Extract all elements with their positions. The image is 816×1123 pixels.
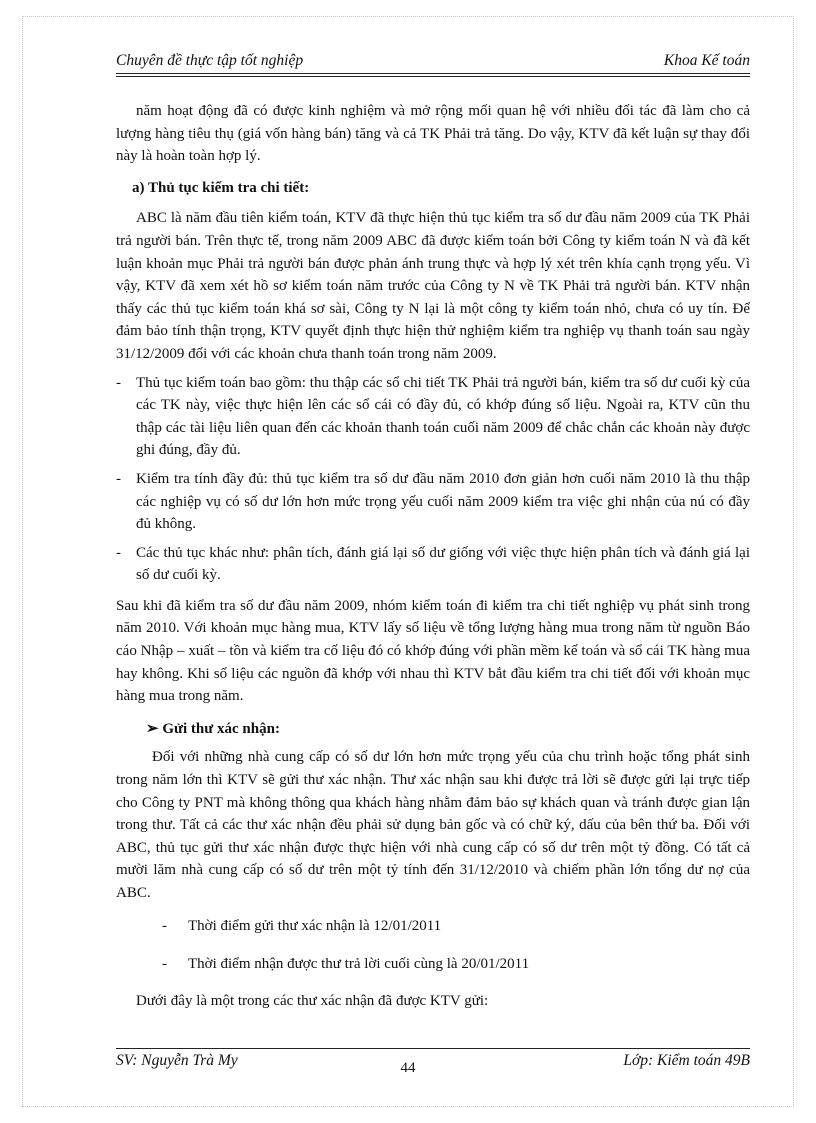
list-item-text: Các thủ tục khác như: phân tích, đánh giá lại số dư giống với việc thực hiện phân tích và đánh giá lại số dư cuối kỳ. (136, 544, 750, 584)
dash-bullet: - (116, 470, 121, 487)
footer-class: Lớp: Kiểm toán 49B (623, 1052, 750, 1069)
paragraph-intro: năm hoạt động đã có được kinh nghiệm và mở rộng mối quan hệ với nhiều đối tác đã làm cho cả lượng hàng tiêu thụ (giá vốn hàng bán) tăng và cả TK Phải trả tăng. Do vậy, KTV đã kết luận sự thay đổi này là hoàn toàn hợp lý. (116, 103, 750, 165)
dash-bullet: - (116, 374, 121, 391)
dash-bullet: - (162, 917, 167, 934)
section-heading-a: a) Thủ tục kiểm tra chi tiết: (132, 179, 310, 196)
page-header (116, 48, 750, 70)
footer-rule (116, 1048, 750, 1049)
list-item (162, 953, 750, 976)
header-left: Chuyên đề thực tập tốt nghiệp (116, 52, 304, 69)
list-item (116, 542, 750, 587)
section-heading-text: Gửi thư xác nhận: (162, 720, 280, 737)
dash-bullet: - (162, 956, 167, 973)
list-item-text: Thời điểm nhận được thư trả lời cuối cùng là 20/01/2011 (188, 956, 530, 973)
header-right: Khoa Kế toán (663, 52, 750, 69)
list-item (116, 372, 750, 462)
paragraph-last: Dưới đây là một trong các thư xác nhận đã được KTV gửi: (136, 992, 489, 1009)
section-heading-confirm (146, 718, 750, 741)
list-item (162, 915, 750, 938)
page-number: 44 (400, 1060, 416, 1076)
page-content (116, 100, 750, 1012)
paragraph-abc: ABC là năm đầu tiên kiểm toán, KTV đã thực hiện thủ tục kiểm tra số dư đầu năm 2009 của TK Phải trả người bán. Trên thực tế, trong năm 2009 ABC đã được kiểm toán bởi Công ty kiểm toán N và đã kết luận khoản mục Phải trả người bán được phản ánh trung thực và hợp lý xét trên khía cạnh trọng yếu. Vì vậy, KTV đã xem xét hồ sơ kiểm toán năm trước của Công ty N về TK Phải trả người bán. KTV nhận thấy các thủ tục kiểm toán khá sơ sài, Công ty N lại là một công ty kiểm toán nhỏ, chưa có uy tín. Để đảm bảo tính thận trọng, KTV quyết định thực hiện thử nghiệm kiểm tra nghiệp vụ thanh toán sau ngày 31/12/2009 đối với các khoản chưa thanh toán trong năm 2009. (116, 210, 750, 362)
footer-student: SV: Nguyễn Trà My (116, 1052, 238, 1069)
dash-bullet: - (116, 544, 121, 561)
paragraph-after: Sau khi đã kiểm tra số dư đầu năm 2009, nhóm kiểm toán đi kiểm tra chi tiết nghiệp vụ phát sinh trong năm 2010. Với khoản mục hàng mua, KTV lấy số liệu về tổng lượng hàng mua trong năm từ nguồn Báo cáo Nhập – xuất – tồn và kiểm tra cố liệu đó có khớp đúng với phần mềm kế toán và sổ cái TK hàng mua hay không. Khi số liệu các nguồn đã khớp với nhau thì KTV bắt đầu kiểm tra chi tiết đối với khoản mục hàng mua trong năm. (116, 597, 750, 705)
list-item-text: Thủ tục kiểm toán bao gồm: thu thập các sổ chi tiết TK Phải trả người bán, kiểm tra số dư cuối kỳ của các TK này, việc thực hiện lên các sổ cái có đầy đủ, có khớp đúng số liệu. Ngoài ra, KTV cũn thu thập các tài liệu liên quan đến các khoản thanh toán cuối năm 2009 để chắc chắn các khoản này được ghi đúng, đầy đủ. (136, 374, 750, 459)
list-item (116, 468, 750, 536)
list-item-text: Kiểm tra tính đầy đủ: thủ tục kiểm tra số dư đầu năm 2010 đơn giản hơn cuối năm 2010 là thu thập các nghiệp vụ có số dư lớn hơn mức trọng yếu cuối năm 2009 kiểm tra việc ghi nhận của nú có đầy đủ không. (136, 470, 750, 533)
arrow-bullet-icon: ➢ (146, 720, 159, 737)
paragraph-confirm: Đối với những nhà cung cấp có số dư lớn hơn mức trọng yếu của chu trình hoặc tổng phát sinh trong năm lớn thì KTV sẽ gửi thư xác nhận. Thư xác nhận sau khi được trả lời sẽ được gửi lại trực tiếp cho Công ty PNT mà không thông qua khách hàng nhằm đảm bảo sự khách quan và tránh được gian lận trong thư. Tất cả các thư xác nhận đều phải sử dụng bản gốc và có chữ ký, dấu của bên thứ ba. Đối với ABC, thủ tục gửi thư xác nhận được thực hiện với nhà cung cấp có số dư trên một tỷ đồng. Có tất cả mười lăm nhà cung cấp có số dư trên một tỷ tính đến 31/12/2010 và chiếm phần lớn tổng dư nợ của ABC. (116, 749, 750, 901)
list-item-text: Thời điểm gửi thư xác nhận là 12/01/2011 (188, 917, 442, 934)
header-rule (116, 73, 750, 77)
